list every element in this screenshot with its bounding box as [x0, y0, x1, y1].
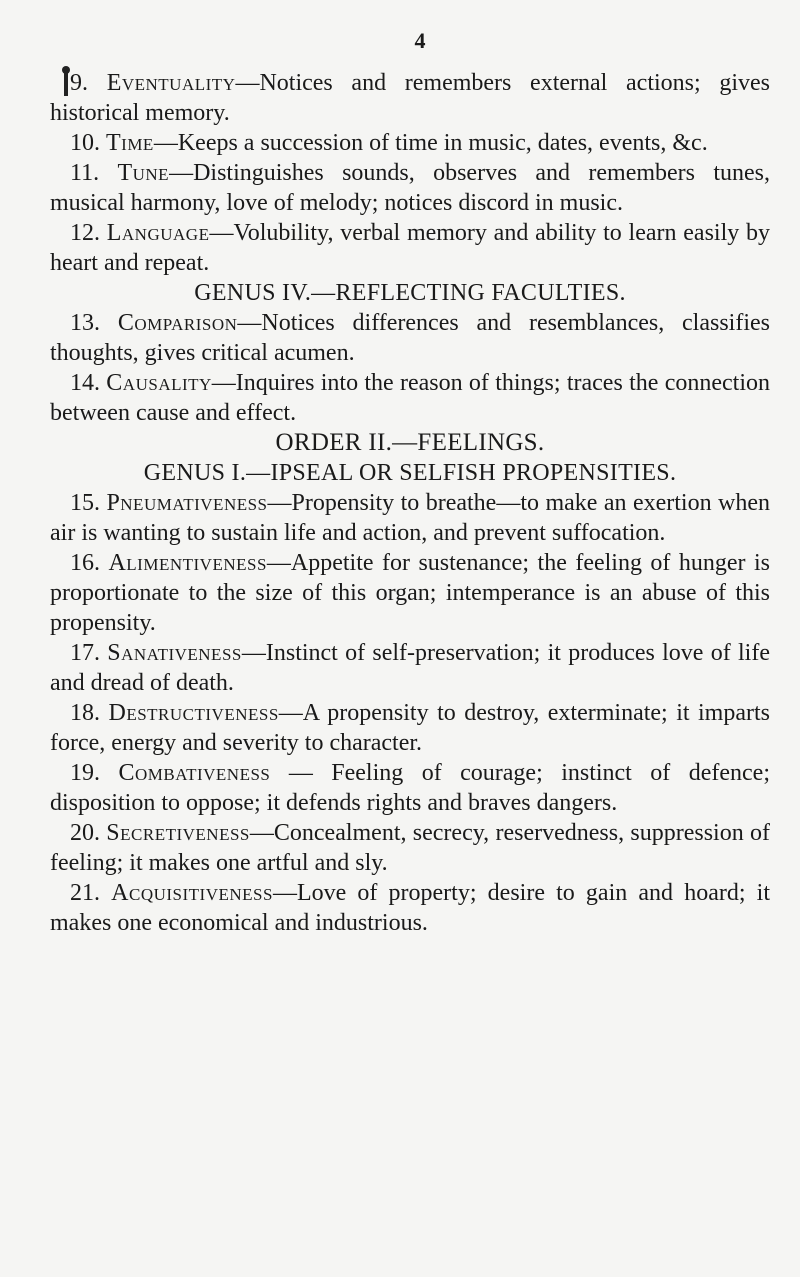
entry-term: Alimentiveness: [108, 550, 267, 576]
page-number: 4: [414, 28, 426, 53]
entry-language: [50, 218, 770, 278]
entry-term: Causality: [106, 370, 212, 396]
heading-order-ii: ORDER II.—FEELINGS.: [275, 429, 545, 456]
entry-text: — Feeling of courage; instinct of defence; disposition to oppose; it defends rights and braves dangers.: [50, 760, 771, 816]
entry-text: —Love of property; desire to gain and hoard; it makes one economical and industrious.: [50, 880, 771, 936]
entry-term: Combativeness: [118, 760, 271, 786]
entry-number: 15.: [70, 490, 100, 516]
entry-term: Language: [106, 220, 210, 246]
entry-alimentiveness: [50, 548, 770, 638]
entry-text: —Instinct of self-preservation; it produces love of life and dread of death.: [50, 640, 770, 696]
entry-number: 12.: [70, 220, 100, 246]
entry-term: Destructiveness: [108, 700, 279, 726]
entry-term: Eventuality: [106, 70, 236, 96]
entry-number: 17.: [70, 640, 100, 666]
entry-number: 19.: [70, 760, 100, 786]
entry-text: —Volubility, verbal memory and ability to learn easily by heart and repeat.: [50, 220, 770, 276]
entry-combativeness: [50, 758, 770, 818]
entry-time: [50, 128, 770, 158]
entry-tune: [50, 158, 770, 218]
entry-text: —Concealment, secrecy, reservedness, suppression of feeling; it makes one artful and sly.: [50, 820, 770, 876]
entry-text: —A propensity to destroy, exterminate; it imparts force, energy and severity to character.: [50, 700, 771, 756]
entry-term: Time: [106, 130, 154, 156]
entry-sanativeness: [50, 638, 770, 698]
heading-genus-i: GENUS I.—IPSEAL OR SELFISH PROPENSITIES.: [143, 460, 677, 486]
entry-term: Secretiveness: [106, 820, 250, 846]
heading-genus-iv: GENUS IV.—REFLECTING FACULTIES.: [194, 280, 626, 306]
entry-number: 14.: [70, 370, 100, 396]
entry-number: 9.: [70, 70, 88, 96]
entry-text: —Keeps a succession of time in music, dates, events, &c.: [153, 130, 708, 156]
entry-term: Sanativeness: [107, 640, 242, 666]
entry-destructiveness: [50, 698, 770, 758]
entry-causality: [50, 368, 770, 428]
entry-text: —Notices and remembers external actions; gives historical memory.: [50, 70, 770, 126]
entry-comparison: [50, 308, 770, 368]
entry-term: Acquisitiveness: [111, 880, 273, 906]
entry-text: —Inquires into the reason of things; traces the connection between cause and effect.: [50, 370, 771, 426]
entry-text: —Notices differences and resemblances, classifies thoughts, gives critical acumen.: [50, 310, 770, 366]
entry-number: 21.: [70, 880, 100, 906]
entry-pneumativeness: [50, 488, 770, 548]
entry-number: 13.: [70, 310, 100, 336]
entry-text: —Propensity to breathe—to make an exertion when air is wanting to sustain life and action, and prevent suffocation.: [50, 490, 770, 546]
entry-text: —Appetite for sustenance; the feeling of hunger is proportionate to the size of this organ; intemperance is an abuse of this propensity.: [50, 550, 770, 636]
entry-number: 10.: [70, 130, 100, 156]
entry-number: 16.: [70, 550, 100, 576]
entry-term: Comparison: [117, 310, 238, 336]
entry-number: 18.: [70, 700, 100, 726]
entry-number: 20.: [70, 820, 100, 846]
entry-term: Tune: [117, 160, 170, 186]
entry-secretiveness: [50, 818, 770, 878]
entry-acquisitiveness: [50, 878, 770, 938]
document-page: [50, 28, 770, 938]
entry-text: —Distinguishes sounds, observes and remembers tunes, musical harmony, love of melody; notices discord in music.: [50, 160, 771, 216]
entry-term: Pneumativeness: [106, 490, 268, 516]
entry-number: 11.: [70, 160, 100, 186]
entry-eventuality: [50, 68, 770, 128]
